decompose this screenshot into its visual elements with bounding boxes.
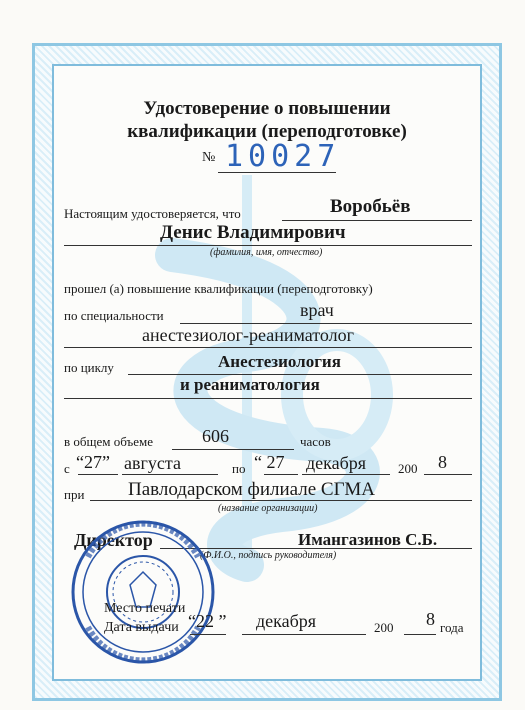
seal-stamp-icon	[68, 517, 218, 667]
issue-day: 22	[196, 611, 214, 631]
to-day: 27	[266, 452, 285, 472]
specialty-line-1: врач	[300, 300, 334, 320]
from-day: 27	[84, 452, 102, 472]
title-line-2: квалификации (переподготовке)	[127, 121, 407, 142]
surname-value: Воробьёв	[330, 196, 411, 217]
from-label: с	[64, 461, 70, 476]
from-quotes: “27”	[76, 452, 110, 472]
seal-label: Место печати	[104, 601, 186, 616]
name-hint: (фамилия, имя, отчество)	[210, 247, 323, 258]
from-month: августа	[124, 453, 181, 473]
org-hint: (название организации)	[218, 503, 318, 514]
title-line-1: Удостоверение о повышении	[143, 98, 391, 119]
course-label: прошел (а) повышение квалификации (переподготовку)	[64, 281, 373, 296]
number-label: №	[202, 150, 216, 165]
volume-label: в общем объеме	[64, 434, 154, 449]
cycle-label: по циклу	[64, 360, 114, 375]
director-name: Имангазинов С.Б.	[298, 530, 438, 549]
to-label: по	[232, 461, 246, 476]
volume-value: 606	[202, 426, 229, 446]
issue-quotes: “22 ”	[188, 611, 227, 631]
given-names-value: Денис Владимирович	[160, 222, 346, 243]
hours-label: часов	[300, 434, 331, 449]
cycle-line-1: Анестезиология	[218, 352, 341, 371]
to-quotes: “ 27	[254, 452, 285, 472]
director-label: Директор	[74, 530, 153, 550]
certificate-number: 10027	[225, 139, 341, 174]
specialty-label: по специальности	[64, 308, 164, 323]
year-word: года	[440, 620, 464, 635]
certify-label: Настоящим удостоверяется, что	[64, 206, 241, 221]
year-digit: 8	[438, 452, 447, 472]
issue-year-digit: 8	[426, 609, 435, 629]
cycle-line-2: и реаниматология	[180, 375, 320, 394]
issue-year-prefix: 200	[374, 620, 394, 635]
organization-value: Павлодарском филиале СГМА	[128, 479, 375, 500]
issue-month: декабря	[256, 611, 317, 631]
issue-label: Дата выдачи	[104, 620, 179, 635]
to-month: декабря	[306, 453, 367, 473]
year-prefix: 200	[398, 461, 418, 476]
at-label: при	[64, 487, 85, 502]
specialty-line-2: анестезиолог-реаниматолог	[142, 325, 355, 345]
director-hint: (Ф.И.О., подпись руководителя)	[200, 550, 337, 561]
